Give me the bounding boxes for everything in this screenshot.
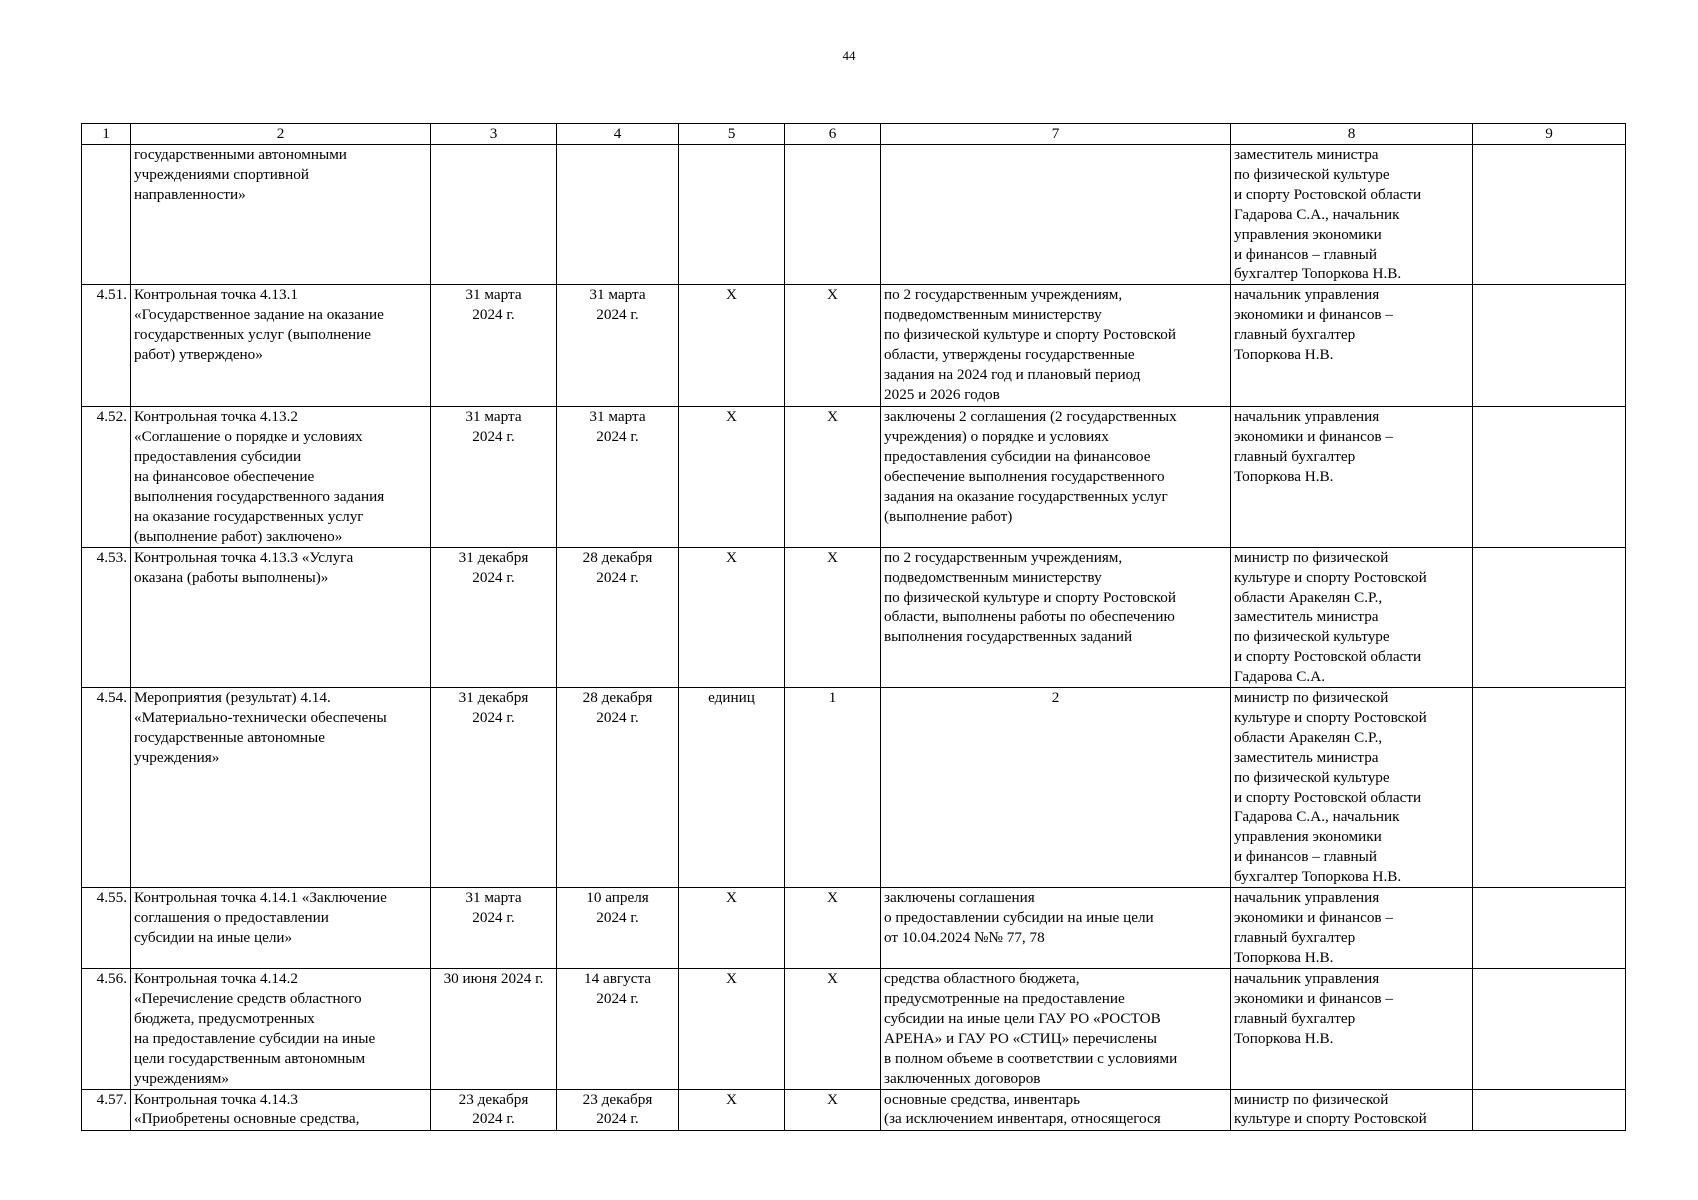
plan-value-cell: Х xyxy=(785,1089,881,1130)
plan-date-cell: 31 марта 2024 г. xyxy=(431,407,557,547)
row-number: 4.56. xyxy=(82,969,131,1089)
unit-cell: Х xyxy=(679,888,785,969)
fact-date-cell: 14 августа 2024 г. xyxy=(557,969,679,1089)
fact-date-cell xyxy=(557,145,679,285)
note-cell xyxy=(1473,547,1626,687)
note-cell xyxy=(1473,688,1626,888)
plan-date-cell: 31 декабря 2024 г. xyxy=(431,688,557,888)
unit-cell: единиц xyxy=(679,688,785,888)
column-header: 7 xyxy=(881,124,1231,145)
fact-date-cell: 31 марта 2024 г. xyxy=(557,285,679,407)
fact-date-cell: 10 апреля 2024 г. xyxy=(557,888,679,969)
note-cell xyxy=(1473,285,1626,407)
row-number: 4.54. xyxy=(82,688,131,888)
unit-cell: Х xyxy=(679,547,785,687)
column-header: 5 xyxy=(679,124,785,145)
responsible-cell: начальник управления экономики и финансов – главный бухгалтер Топоркова Н.В. xyxy=(1231,888,1473,969)
note-cell xyxy=(1473,969,1626,1089)
fact-date-cell: 31 марта 2024 г. xyxy=(557,407,679,547)
plan-value-cell: Х xyxy=(785,888,881,969)
plan-value-cell xyxy=(785,145,881,285)
event-name-cell: Контрольная точка 4.14.3 «Приобретены основные средства, xyxy=(131,1089,431,1130)
note-cell xyxy=(1473,145,1626,285)
column-header: 6 xyxy=(785,124,881,145)
event-name-cell: Контрольная точка 4.13.1 «Государственное задание на оказание государственных услуг (выполнение работ) утверждено» xyxy=(131,285,431,407)
plan-date-cell: 30 июня 2024 г. xyxy=(431,969,557,1089)
responsible-cell: министр по физической культуре и спорту Ростовской xyxy=(1231,1089,1473,1130)
plan-date-cell: 23 декабря 2024 г. xyxy=(431,1089,557,1130)
column-header: 3 xyxy=(431,124,557,145)
plan-date-cell xyxy=(431,145,557,285)
column-header: 9 xyxy=(1473,124,1626,145)
result-cell: средства областного бюджета, предусмотренные на предоставление субсидии на иные цели ГАУ РО «РОСТОВ АРЕНА» и ГАУ РО «СТИЦ» перечислены в полном объеме в соответствии с условиями заключенных договоров xyxy=(881,969,1231,1089)
event-name-cell: Контрольная точка 4.14.2 «Перечисление средств областного бюджета, предусмотренных на предоставление субсидии на иные цели государственным автономным учреждениям» xyxy=(131,969,431,1089)
plan-date-cell: 31 марта 2024 г. xyxy=(431,285,557,407)
row-number: 4.51. xyxy=(82,285,131,407)
column-header: 1 xyxy=(82,124,131,145)
responsible-cell: начальник управления экономики и финансов – главный бухгалтер Топоркова Н.В. xyxy=(1231,407,1473,547)
note-cell xyxy=(1473,888,1626,969)
fact-date-cell: 23 декабря 2024 г. xyxy=(557,1089,679,1130)
row-number: 4.57. xyxy=(82,1089,131,1130)
plan-value-cell: Х xyxy=(785,407,881,547)
row-number xyxy=(82,145,131,285)
plan-date-cell: 31 марта 2024 г. xyxy=(431,888,557,969)
report-table xyxy=(81,123,1626,1131)
responsible-cell: начальник управления экономики и финансов – главный бухгалтер Топоркова Н.В. xyxy=(1231,285,1473,407)
row-number: 4.55. xyxy=(82,888,131,969)
column-header: 4 xyxy=(557,124,679,145)
table-row xyxy=(82,547,1626,687)
plan-date-cell: 31 декабря 2024 г. xyxy=(431,547,557,687)
table-row xyxy=(82,688,1626,888)
responsible-cell: заместитель министра по физической культуре и спорту Ростовской области Гадарова С.А., начальник управления экономики и финансов – главный бухгалтер Топоркова Н.В. xyxy=(1231,145,1473,285)
unit-cell: Х xyxy=(679,407,785,547)
table-row xyxy=(82,888,1626,969)
row-number: 4.52. xyxy=(82,407,131,547)
unit-cell: Х xyxy=(679,285,785,407)
fact-date-cell: 28 декабря 2024 г. xyxy=(557,688,679,888)
event-name-cell: Мероприятия (результат) 4.14. «Материально-технически обеспечены государственные автономные учреждения» xyxy=(131,688,431,888)
plan-value-cell: Х xyxy=(785,285,881,407)
result-cell: по 2 государственным учреждениям, подведомственным министерству по физической культуре и спорту Ростовской области, выполнены работы по обеспечению выполнения государственных заданий xyxy=(881,547,1231,687)
event-name-cell: Контрольная точка 4.13.3 «Услуга оказана (работы выполнены)» xyxy=(131,547,431,687)
plan-value-cell: 1 xyxy=(785,688,881,888)
result-cell: по 2 государственным учреждениям, подведомственным министерству по физической культуре и спорту Ростовской области, утверждены государственные задания на 2024 год и плановый период 2025 и 2026 годов xyxy=(881,285,1231,407)
responsible-cell: министр по физической культуре и спорту Ростовской области Аракелян С.Р., заместитель министра по физической культуре и спорту Ростовской области Гадарова С.А., начальник управления экономики и финансов – главный бухгалтер Топоркова Н.В. xyxy=(1231,688,1473,888)
column-header: 2 xyxy=(131,124,431,145)
responsible-cell: министр по физической культуре и спорту Ростовской области Аракелян С.Р., заместитель министра по физической культуре и спорту Ростовской области Гадарова С.А. xyxy=(1231,547,1473,687)
note-cell xyxy=(1473,1089,1626,1130)
unit-cell: Х xyxy=(679,1089,785,1130)
result-cell: 2 xyxy=(881,688,1231,888)
event-name-cell: Контрольная точка 4.13.2 «Соглашение о порядке и условиях предоставления субсидии на финансовое обеспечение выполнения государственного задания на оказание государственных услуг (выполнение работ) заключено» xyxy=(131,407,431,547)
table-row xyxy=(82,969,1626,1089)
unit-cell: Х xyxy=(679,969,785,1089)
page-number: 44 xyxy=(842,48,856,63)
event-name-cell: Контрольная точка 4.14.1 «Заключение соглашения о предоставлении субсидии на иные цели» xyxy=(131,888,431,969)
plan-value-cell: Х xyxy=(785,969,881,1089)
table-row xyxy=(82,407,1626,547)
result-cell: заключены соглашения о предоставлении субсидии на иные цели от 10.04.2024 №№ 77, 78 xyxy=(881,888,1231,969)
fact-date-cell: 28 декабря 2024 г. xyxy=(557,547,679,687)
column-header: 8 xyxy=(1231,124,1473,145)
plan-value-cell: Х xyxy=(785,547,881,687)
header-row xyxy=(82,124,1626,145)
responsible-cell: начальник управления экономики и финансов – главный бухгалтер Топоркова Н.В. xyxy=(1231,969,1473,1089)
event-name-cell: государственными автономными учреждениями спортивной направленности» xyxy=(131,145,431,285)
unit-cell xyxy=(679,145,785,285)
result-cell xyxy=(881,145,1231,285)
table-row xyxy=(82,285,1626,407)
note-cell xyxy=(1473,407,1626,547)
result-cell: заключены 2 соглашения (2 государственных учреждения) о порядке и условиях предоставления субсидии на финансовое обеспечение выполнения государственного задания на оказание государственных услуг (выполнение работ) xyxy=(881,407,1231,547)
table-row xyxy=(82,1089,1626,1130)
table-row xyxy=(82,145,1626,285)
result-cell: основные средства, инвентарь (за исключением инвентаря, относящегося xyxy=(881,1089,1231,1130)
row-number: 4.53. xyxy=(82,547,131,687)
